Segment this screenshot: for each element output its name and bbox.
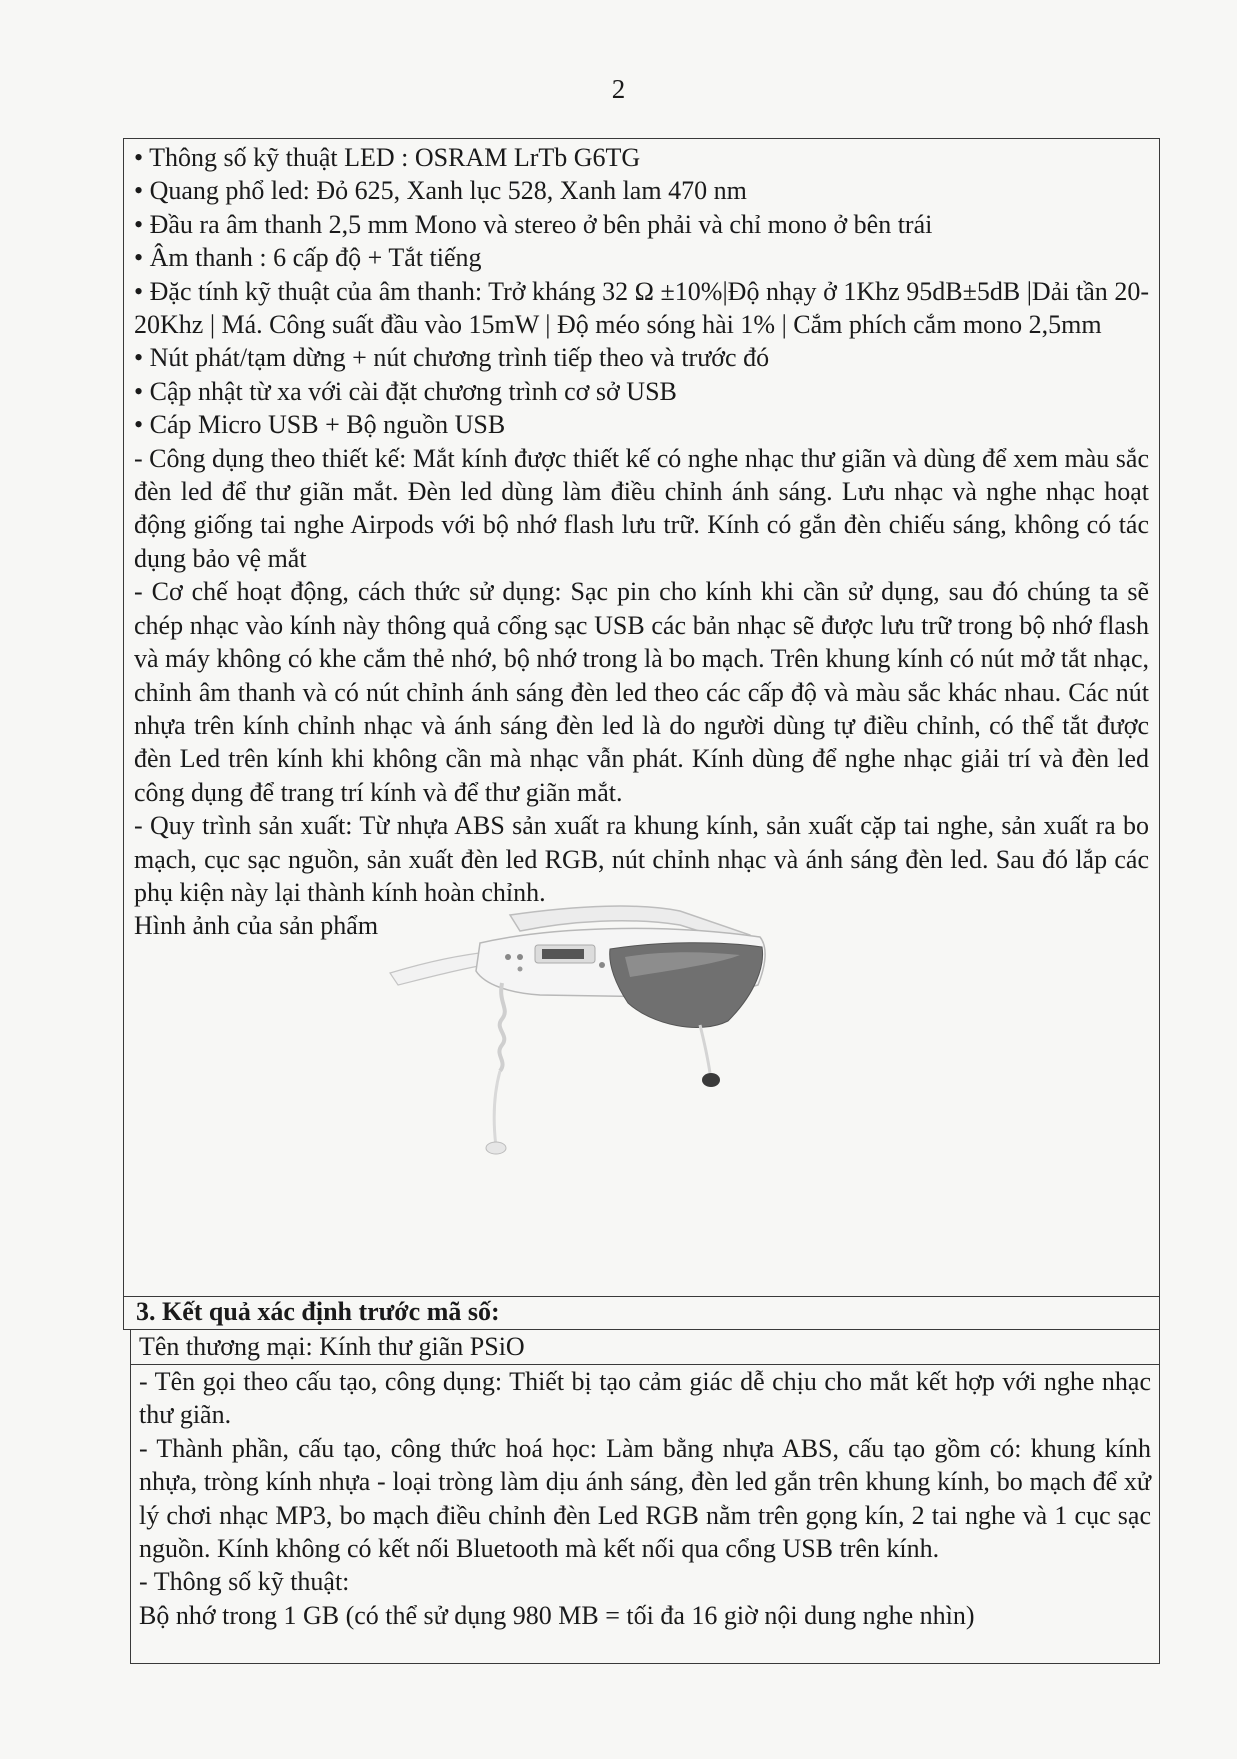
spec-line: • Cáp Micro USB + Bộ nguồn USB	[134, 410, 506, 440]
product-description-content	[124, 139, 1159, 943]
product-photo	[280, 885, 880, 1157]
result-spec-heading: - Thông số kỹ thuật:	[139, 1567, 350, 1597]
result-heading: 3. Kết quả xác định trước mã số:	[123, 1296, 1160, 1330]
memory-line: Bộ nhớ trong 1 GB (có thể sử dụng 980 MB = tối đa 16 giờ nội dung nghe nhìn)	[139, 1600, 975, 1630]
page-number: 2	[611, 74, 626, 104]
production-paragraph: - Quy trình sản xuất: Từ nhựa ABS sản xuất ra khung kính, sản xuất cặp tai nghe, sản xuất ra bo mạch, cục sạc nguồn, sản xuất đèn led RGB, nút chỉnh nhạc và ánh sáng đèn led. Sau đó lắp các phụ kiện này lại thành kính hoàn chỉnh.	[134, 811, 1149, 907]
spec-line: • Thông số kỹ thuật LED : OSRAM LrTb G6TG	[134, 143, 641, 172]
trade-name: Tên thương mại: Kính thư giãn PSiO	[131, 1330, 1159, 1365]
spec-line: • Cập nhật từ xa với cài đặt chương trình cơ sở USB	[134, 376, 677, 406]
design-purpose-paragraph: - Công dụng theo thiết kế: Mắt kính được thiết kế có nghe nhạc thư giãn và dùng để xem màu sắc đèn led để thư giãn mắt. Đèn led dùng làm điều chỉnh ánh sáng. Lưu nhạc và nghe nhạc hoạt động giống tai nghe Airpods với bộ nhớ flash lưu trữ. Kính có gắn đèn chiếu sáng, không có tác dụng bảo vệ mắt	[134, 443, 1149, 573]
spec-line: • Đặc tính kỹ thuật của âm thanh: Trở kháng 32 Ω ±10%|Độ nhạy ở 1Khz 95dB±5dB |Dải tần 20-20Khz | Má. Công suất đầu vào 15mW | Độ méo sóng hài 1% | Cắm phích cắm mono 2,5mm	[134, 276, 1149, 340]
result-content	[131, 1365, 1159, 1632]
operation-paragraph: - Cơ chế hoạt động, cách thức sử dụng: Sạc pin cho kính khi cần sử dụng, sau đó chúng ta sẽ chép nhạc vào kính này thông quả cổng sạc USB các bản nhạc sẽ được lưu trữ trong bộ nhớ flash và máy không có khe cắm thẻ nhớ, bộ nhớ trong là bo mạch. Trên khung kính có nút mở tắt nhạc, chỉnh âm thanh và có nút chỉnh ánh sáng đèn led theo các cấp độ và màu sắc khác nhau. Các nút nhựa trên kính chỉnh nhạc và ánh sáng đèn led là do người dùng tự điều chỉnh, có thể tắt được đèn Led trên kính khi không cần mà nhạc vẫn phát. Kính dùng để nghe nhạc giải trí và đèn led công dụng để trang trí kính và để thư giãn mắt.	[134, 577, 1149, 807]
spec-line: • Đầu ra âm thanh 2,5 mm Mono và stereo ở bên phải và chỉ mono ở bên trái	[134, 209, 933, 239]
result-composition-paragraph: - Thành phần, cấu tạo, công thức hoá học: Làm bằng nhựa ABS, cấu tạo gồm có: khung kính nhựa, tròng kính nhựa - loại tròng làm dịu ánh sáng, đèn led gắn trên khung kính, bo mạch để xử lý chơi nhạc MP3, bo mạch điều chỉnh đèn Led RGB nằm trên gọng kín, 2 tai nghe và 1 cục sạc nguồn. Kính không có kết nối Bluetooth mà kết nối qua cổng USB trên kính.	[139, 1433, 1151, 1564]
image-caption: Hình ảnh của sản phẩm	[134, 911, 379, 941]
result-name-paragraph: - Tên gọi theo cấu tạo, công dụng: Thiết bị tạo cảm giác dễ chịu cho mắt kết hợp với nghe nhạc thư giãn.	[139, 1367, 1151, 1430]
spec-line: • Âm thanh : 6 cấp độ + Tắt tiếng	[134, 243, 482, 273]
spec-line: • Quang phổ led: Đỏ 625, Xanh lục 528, Xanh lam 470 nm	[134, 176, 747, 206]
result-box	[130, 1330, 1160, 1664]
spec-line: • Nút phát/tạm dừng + nút chương trình tiếp theo và trước đó	[134, 343, 770, 373]
